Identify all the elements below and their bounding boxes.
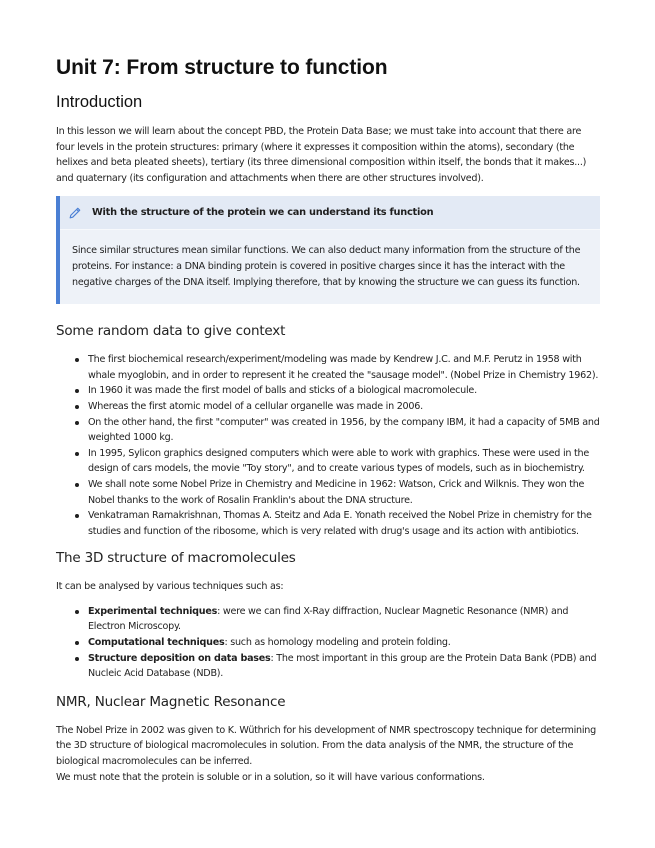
technique-text: : The most important in this group are the Protein Data Bank (PDB) and Nucleic Acid Database (NDB). xyxy=(88,652,597,680)
callout-text: Since similar structures mean similar functions. We can also deduct many information from the structure of the proteins. For instance: a DNA binding protein is covered in positive charges since it has the interact with the negative charges of the DNA itself. Implying therefore, that by knowing the structure we can guess its function. xyxy=(72,245,581,288)
technique-term: Structure deposition on data bases xyxy=(88,652,271,664)
structure-heading: The 3D structure of macromolecules xyxy=(56,550,296,567)
list-item xyxy=(88,635,600,651)
technique-term: Computational techniques xyxy=(88,637,225,649)
callout-box xyxy=(56,196,600,304)
list-item: In 1995, Sylicon graphics designed computers which were able to work with graphics. These were used in the design of cars models, the movie "Toy story", and to create various types of models, such as in biochemistry. xyxy=(88,446,600,477)
techniques-list xyxy=(56,604,600,682)
random-data-list xyxy=(56,352,600,539)
random-data-heading: Some random data to give context xyxy=(56,323,286,340)
list-item: Venkatraman Ramakrishnan, Thomas A. Steitz and Ada E. Yonath received the Nobel Prize in chemistry for the studies and function of the ribosome, which is very related with drug's usage and its action with antibiotics. xyxy=(88,508,600,539)
technique-term: Experimental techniques xyxy=(88,605,218,617)
list-item xyxy=(88,604,600,635)
list-item: We shall note some Nobel Prize in Chemistry and Medicine in 1962: Watson, Crick and Wilknis. They won the Nobel thanks to the work of Rosalin Franklin's about the DNA structure. xyxy=(88,477,600,508)
technique-text: : were we can find X-Ray diffraction, Nuclear Magnetic Resonance (NMR) and Electron Microscopy. xyxy=(88,605,569,633)
list-item: Whereas the first atomic model of a cellular organelle was made in 2006. xyxy=(88,399,600,415)
callout-title: With the structure of the protein we can understand its function xyxy=(92,207,434,219)
technique-text: : such as homology modeling and protein folding. xyxy=(224,637,451,649)
introduction-heading: Introduction xyxy=(56,93,143,111)
list-item: The first biochemical research/experiment/modeling was made by Kendrew J.C. and M.F. Perutz in 1958 with whale myoglobin, and in order to represent it he created the "sausage model". (Nobel Prize in Chemistry 1962). xyxy=(88,352,600,383)
list-item: In 1960 it was made the first model of balls and sticks of a biological macromolecule. xyxy=(88,383,600,399)
nmr-heading: NMR, Nuclear Magnetic Resonance xyxy=(56,693,286,710)
page-title: Unit 7: From structure to function xyxy=(56,56,388,79)
nmr-note: We must note that the protein is soluble or in a solution, so it will have various conformations. xyxy=(56,771,485,783)
callout-body xyxy=(60,230,600,304)
structure-lead: It can be analysed by various techniques such as: xyxy=(56,581,284,593)
callout-header xyxy=(60,196,600,230)
list-item: On the other hand, the first "computer" was created in 1956, by the company IBM, it had a capacity of 5MB and weighted 1000 kg. xyxy=(88,415,600,446)
introduction-paragraph: In this lesson we will learn about the concept PBD, the Protein Data Base; we must take into account that there are four levels in the protein structures: primary (where it expresses it composition within the atoms), secondary (the helixes and beta pleated sheets), tertiary (its three dimensional composition within itself, the bonds that it makes...) and quaternary (its configuration and attachments when there are other structures involved). xyxy=(56,126,587,184)
list-item xyxy=(88,651,600,682)
pencil-icon xyxy=(68,206,82,220)
nmr-paragraph: The Nobel Prize in 2002 was given to K. Wüthrich for his development of NMR spectroscopy technique for determining the 3D structure of biological macromolecules in solution. From the data analysis of the NMR, the structure of the biological macromolecules can be inferred. xyxy=(56,724,596,768)
